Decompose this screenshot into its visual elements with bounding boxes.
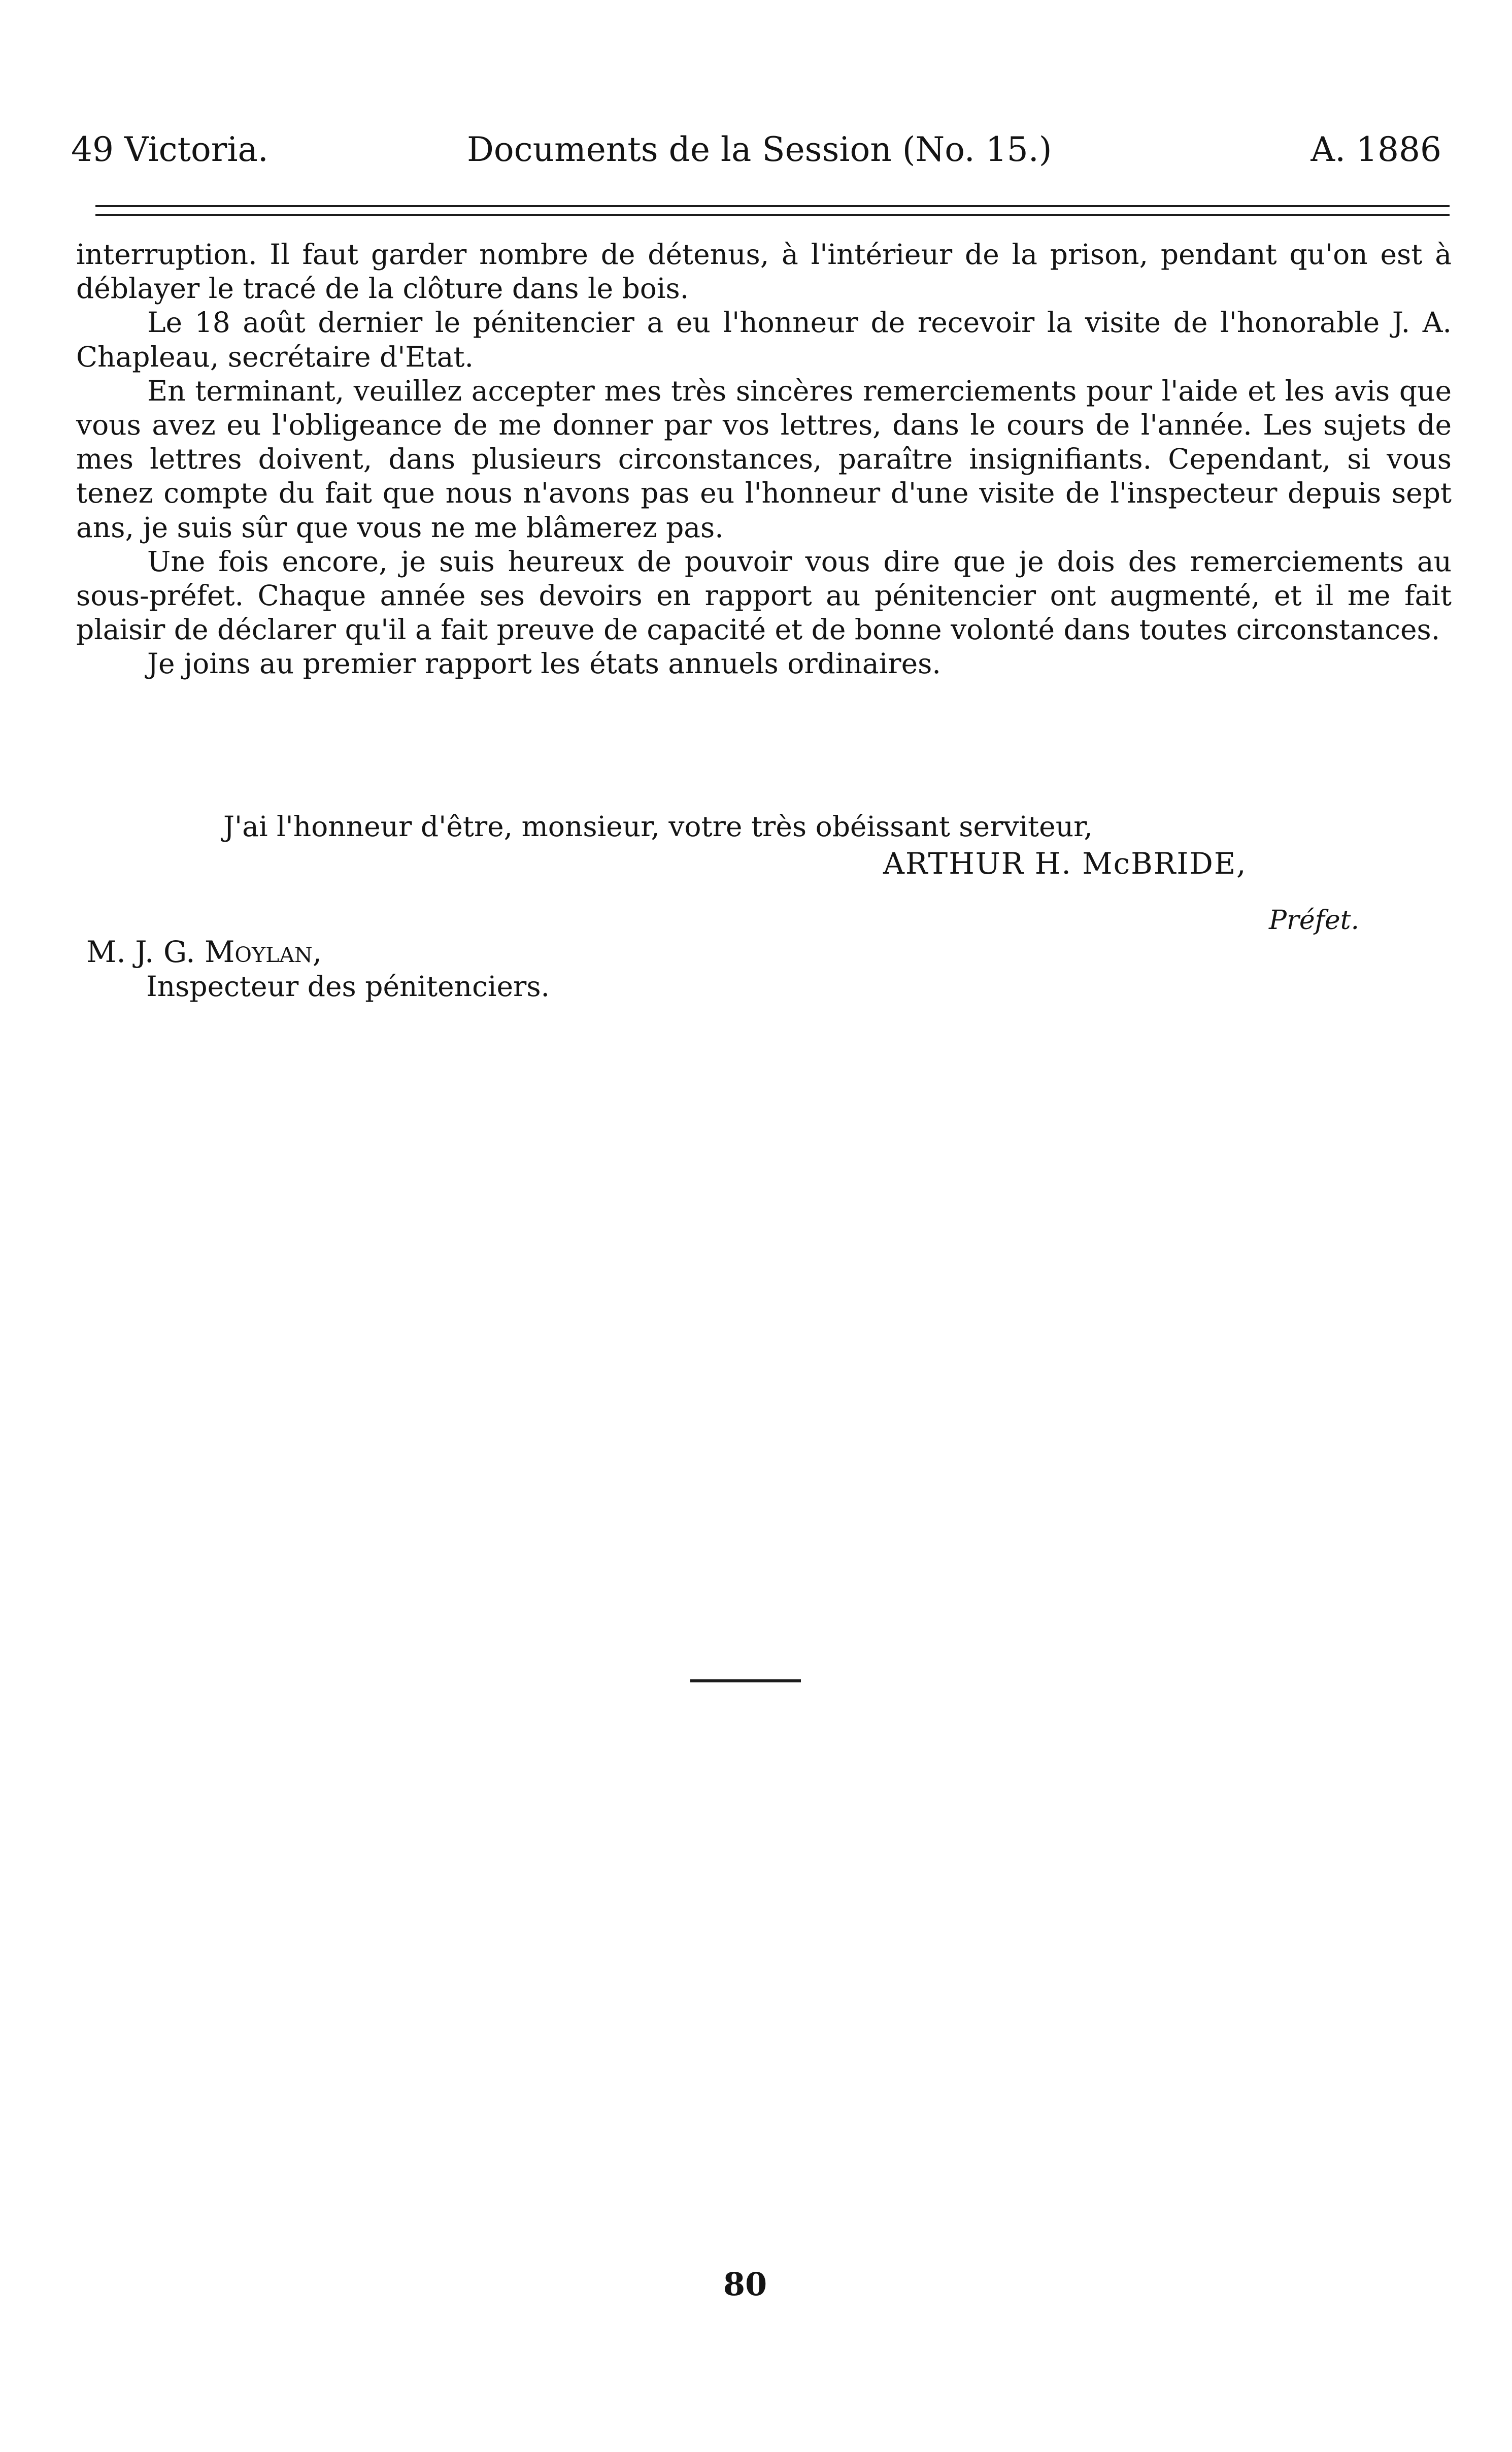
running-header xyxy=(71,119,1441,180)
addressee-name-text: M. J. G. Moylan, xyxy=(86,935,322,969)
header-volume: 49 Victoria. xyxy=(71,130,268,169)
paragraph: Une fois encore, je suis heureux de pouvoir vous dire que je dois des remerciements au sous-préfet. Chaque année ses devoirs en rapport au pénitencier ont augmenté, et il me fait plaisir de déclarer qu'il a fait preuve de capacité et de bonne volonté dans toutes circonstances. xyxy=(76,545,1452,646)
paragraph: En terminant, veuillez accepter mes très sincères remerciements pour l'aide et les avis que vous avez eu l'obligeance de me donner par vos lettres, dans le cours de l'année. Les sujets de mes lettres doivent, dans plusieurs circonstances, paraître insignifiants. Cependant, si vous tenez compte du fait que nous n'avons pas eu l'honneur d'une visite de l'inspecteur depuis sept ans, je suis sûr que vous ne me blâmerez pas. xyxy=(76,374,1452,544)
closing-salutation: J'ai l'honneur d'être, monsieur, votre très obéissant serviteur, xyxy=(223,810,1093,843)
paragraph: Je joins au premier rapport les états annuels ordinaires. xyxy=(147,647,941,680)
addressee-name xyxy=(86,935,322,969)
header-rule-second xyxy=(95,214,1450,216)
paragraph: interruption. Il faut garder nombre de détenus, à l'intérieur de la prison, pendant qu'on est à déblayer le tracé de la clôture dans le bois. xyxy=(76,238,1452,305)
section-separator xyxy=(690,1679,801,1682)
letter-body xyxy=(76,238,1452,681)
addressee-title: Inspecteur des pénitenciers. xyxy=(146,970,550,1003)
page-number: 80 xyxy=(723,2266,767,2303)
signature-name: ARTHUR H. McBRIDE, xyxy=(883,846,1247,881)
signature-title: Préfet. xyxy=(1269,905,1360,936)
header-year: A. 1886 xyxy=(1311,130,1441,169)
paragraph: Le 18 août dernier le pénitencier a eu l'honneur de recevoir la visite de l'honorable J. A. Chapleau, secrétaire d'Etat. xyxy=(76,306,1452,373)
header-rule xyxy=(95,205,1450,207)
header-title: Documents de la Session (No. 15.) xyxy=(467,130,1052,169)
